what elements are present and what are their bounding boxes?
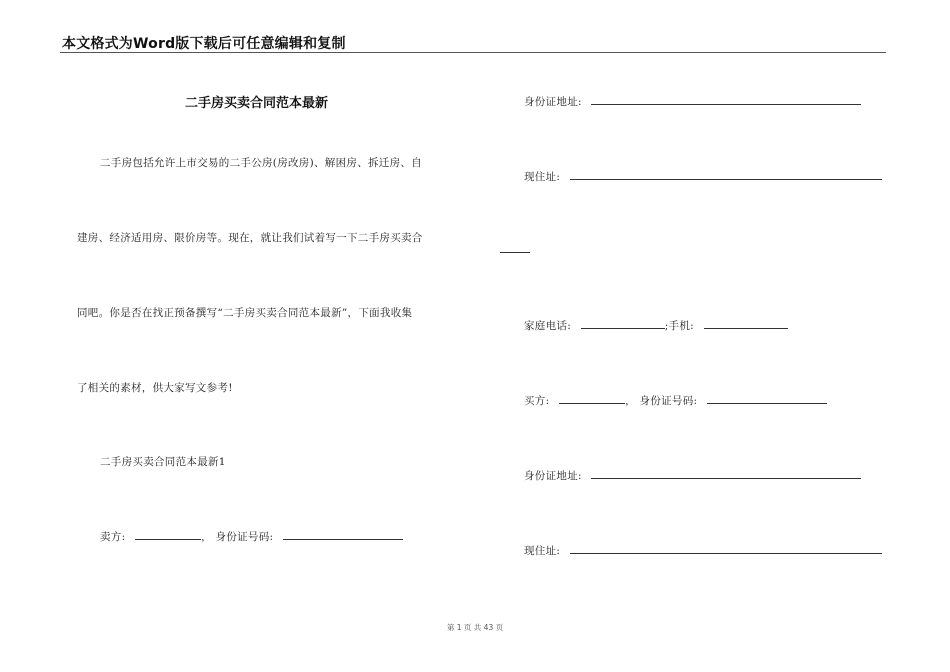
document-banner: 本文格式为Word版下载后可任意编辑和复制	[62, 36, 346, 52]
seller-id-address-blank	[591, 94, 861, 105]
buyer-name-blank	[559, 393, 625, 404]
seller-current-address-row	[524, 169, 882, 184]
mobile-blank	[704, 318, 788, 329]
home-phone-blank	[581, 318, 665, 329]
document-title: 二手房买卖合同范本最新	[185, 96, 329, 111]
current-address-label: 现住址:	[524, 171, 561, 183]
seller-current-address-blank	[570, 169, 882, 180]
buyer-current-address-label: 现住址:	[524, 545, 561, 557]
seller-row	[100, 529, 403, 544]
buyer-label: 买方:	[524, 395, 550, 407]
seller-id-address-row	[524, 94, 861, 109]
seller-name-blank	[135, 529, 201, 540]
intro-line-4: 了相关的素材，供大家写文参考!	[77, 382, 233, 394]
buyer-id-address-row	[524, 468, 861, 483]
page-number: 第 1 页 共 43 页	[446, 623, 504, 632]
id-number-label: 身份证号码:	[215, 531, 274, 543]
seller-label: 卖方:	[100, 531, 126, 543]
seller-phone-row	[524, 318, 788, 333]
mobile-label: ;手机:	[664, 320, 694, 332]
section-heading: 二手房买卖合同范本最新1	[100, 456, 226, 468]
buyer-id-address-blank	[591, 468, 861, 479]
home-phone-label: 家庭电话:	[524, 320, 572, 332]
comma: ，	[625, 395, 636, 407]
buyer-current-address-blank	[570, 543, 882, 554]
buyer-id-number-label: 身份证号码:	[639, 395, 698, 407]
buyer-id-number-blank	[707, 393, 827, 404]
intro-line-2: 建房、经济适用房、限价房等。现在，就让我们试着写一下二手房买卖合	[77, 232, 423, 244]
comma: ，	[201, 531, 212, 543]
id-address-label: 身份证地址:	[524, 96, 582, 108]
buyer-row	[524, 393, 827, 408]
intro-line-1: 二手房包括允许上市交易的二手公房(房改房)、解困房、拆迁房、自	[100, 157, 422, 169]
continuation-line	[500, 252, 530, 253]
banner-divider	[60, 52, 886, 53]
buyer-id-address-label: 身份证地址:	[524, 470, 582, 482]
intro-line-3: 同吧。你是否在找正预备撰写“二手房买卖合同范本最新”，下面我收集	[77, 307, 413, 319]
seller-id-number-blank	[283, 529, 403, 540]
buyer-current-address-row	[524, 543, 882, 558]
